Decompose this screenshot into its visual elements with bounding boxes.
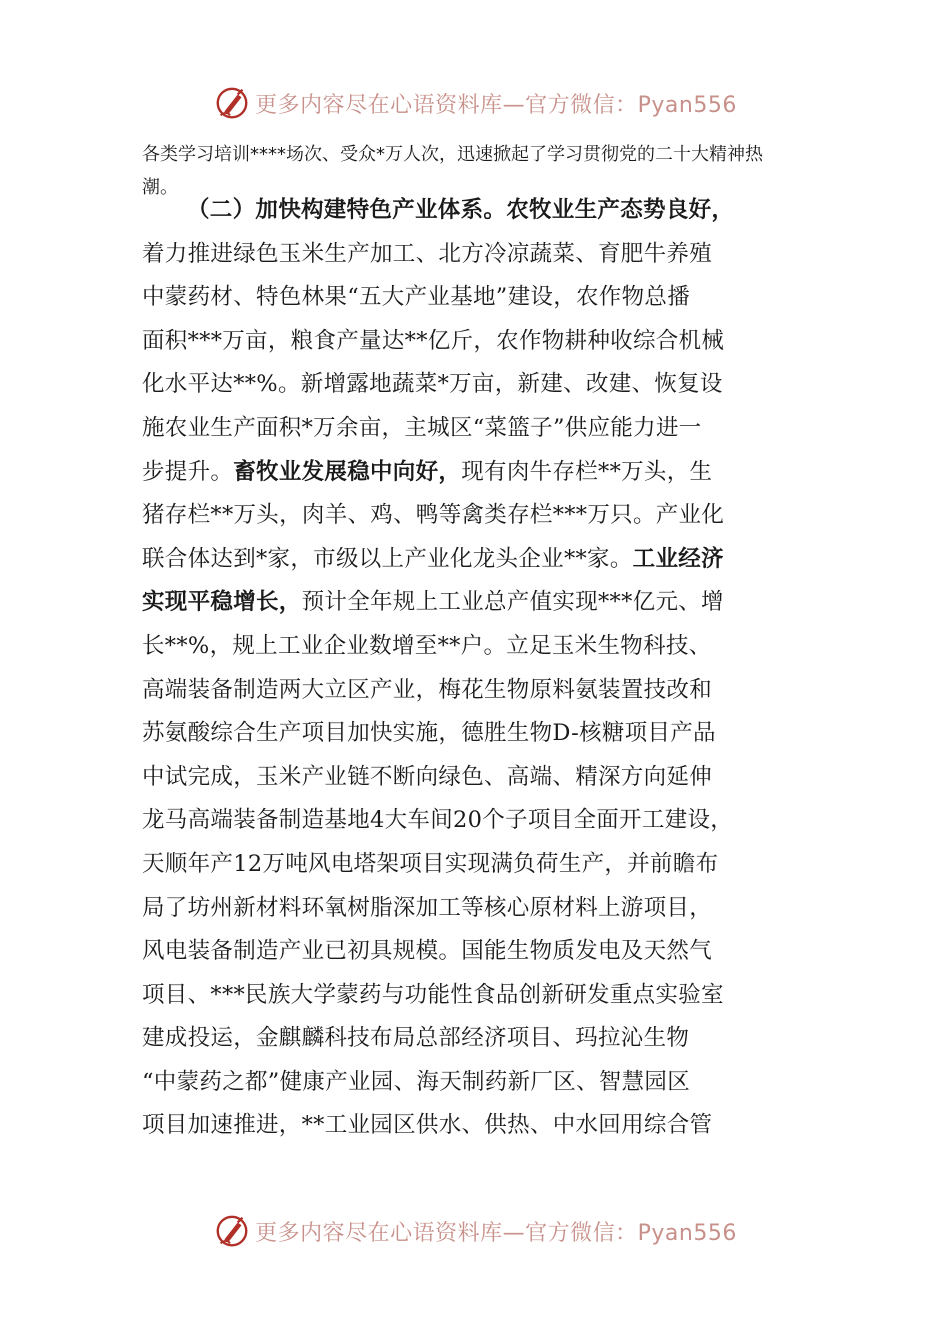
bold-heading-text: 工业经济 <box>632 545 724 572</box>
body-text: 中蒙药材、特色林果“五大产业基地”建设，农作物总播 <box>142 284 691 311</box>
text-line <box>142 538 822 582</box>
body-text: 面积***万亩，粮食产量达**亿斤，农作物耕种收综合机械 <box>142 327 725 354</box>
body-text: “中蒙药之都”健康产业园、海天制药新厂区、智慧园区 <box>142 1068 691 1095</box>
text-line <box>142 276 822 320</box>
footer-banner <box>0 1211 950 1251</box>
text-line <box>142 189 822 233</box>
text-line <box>142 363 822 407</box>
body-text: 化水平达**%。新增露地蔬菜*万亩，新建、改建、恢复设 <box>142 371 723 398</box>
body-text: 施农业生产面积*万余亩，主城区“菜篮子”供应能力进一 <box>142 414 702 441</box>
body-text: 项目、***民族大学蒙药与功能性食品创新研发重点实验室 <box>142 981 724 1008</box>
body-text: 联合体达到*家，市级以上产业化龙头企业**家。 <box>142 545 633 572</box>
body-text: 风电装备制造产业已初具规模。国能生物质发电及天然气 <box>142 938 713 965</box>
text-line <box>142 581 822 625</box>
text-line <box>142 1104 822 1148</box>
body-text: 天顺年产12万吨风电塔架项目实现满负荷生产，并前瞻布 <box>142 850 719 877</box>
text-line <box>142 974 822 1018</box>
text-line <box>142 625 822 669</box>
bold-heading-text: 畜牧业发展稳中向好， <box>233 458 462 485</box>
body-text: 建成投运，金麒麟科技布局总部经济项目、玛拉沁生物 <box>142 1025 690 1052</box>
text-line <box>142 320 822 364</box>
body-text: 项目加速推进，**工业园区供水、供热、中水回用综合管 <box>142 1112 713 1139</box>
text-line <box>142 930 822 974</box>
body-text: 预计全年规上工业总产值实现***亿元、增 <box>301 589 724 616</box>
text-line <box>142 756 822 800</box>
body-text: 苏氨酸综合生产项目加快实施，德胜生物D-核糖项目产品 <box>142 720 716 747</box>
body-text: 长**%，规上工业企业数增至**户。立足玉米生物科技、 <box>142 632 712 659</box>
intro-line: 潮。 <box>142 177 178 198</box>
text-line <box>142 799 822 843</box>
text-line <box>142 451 822 495</box>
text-line <box>142 669 822 713</box>
body-text: 步提升。 <box>142 458 234 485</box>
body-text: 局了坊州新材料环氧树脂深加工等核心原材料上游项目， <box>142 894 713 921</box>
text-line <box>142 887 822 931</box>
text-line <box>142 1017 822 1061</box>
banner-text: 更多内容尽在心语资料库—官方微信：Pyan556 <box>255 1220 737 1246</box>
text-line <box>142 843 822 887</box>
body-text: 猪存栏**万头，肉羊、鸡、鸭等禽类存栏***万只。产业化 <box>142 502 725 529</box>
body-text: 现有肉牛存栏**万头，生 <box>461 458 713 485</box>
bold-heading-text: 实现平稳增长， <box>142 589 302 616</box>
text-line <box>142 1061 822 1105</box>
body-text: 高端装备制造两大立区产业，梅花生物原料氨装置技改和 <box>142 676 713 703</box>
text-line <box>142 407 822 451</box>
pen-logo-icon <box>213 1212 251 1250</box>
body-text: 着力推进绿色玉米生产加工、北方冷凉蔬菜、育肥牛养殖 <box>142 240 713 267</box>
intro-line: 各类学习培训****场次、受众*万人次，迅速掀起了学习贯彻党的二十大精神热 <box>142 144 763 165</box>
body-text: 龙马高端装备制造基地4大车间20个子项目全面开工建设， <box>142 807 734 834</box>
pen-logo-icon <box>213 84 251 122</box>
body-text: 中试完成，玉米产业链不断向绿色、高端、精深方向延伸 <box>142 763 713 790</box>
text-line <box>142 233 822 277</box>
text-line <box>142 494 822 538</box>
bold-heading-text: （二）加快构建特色产业体系。农牧业生产态势良好， <box>187 197 735 223</box>
text-line <box>142 712 822 756</box>
banner-text: 更多内容尽在心语资料库—官方微信：Pyan556 <box>255 92 737 118</box>
body-paragraph <box>142 189 822 1148</box>
header-banner <box>0 83 950 123</box>
